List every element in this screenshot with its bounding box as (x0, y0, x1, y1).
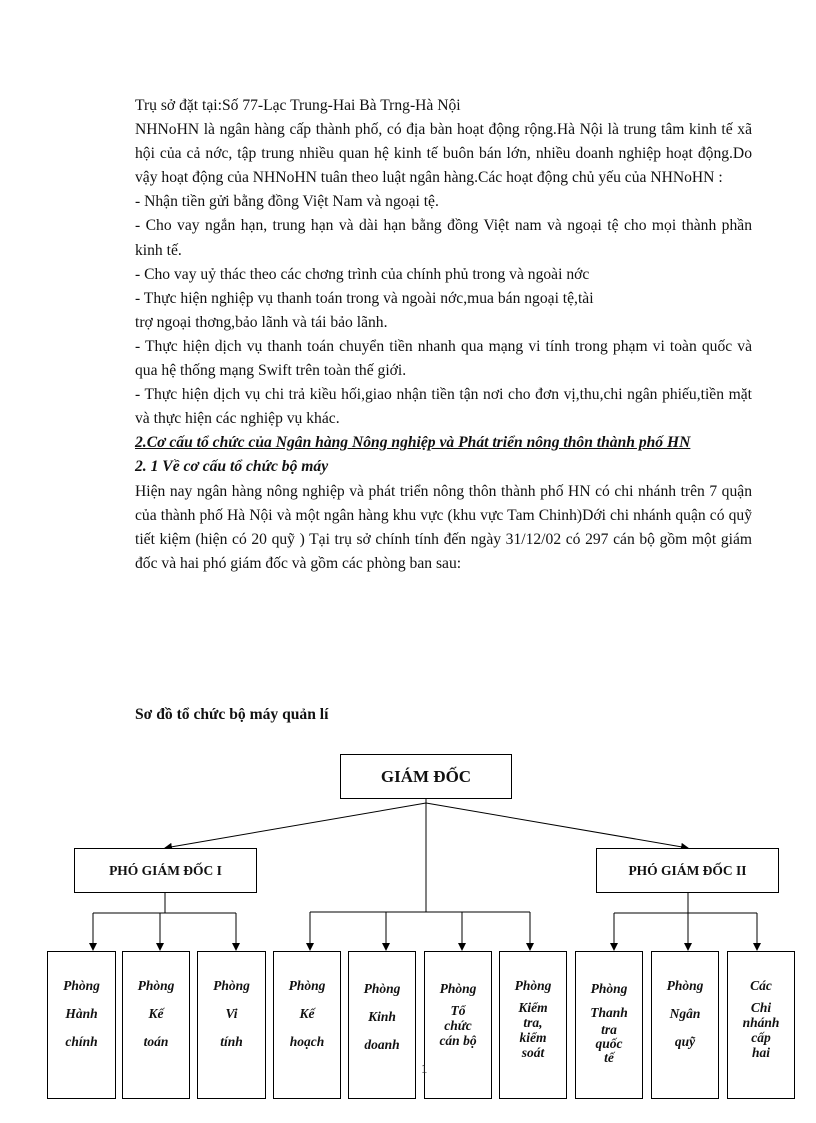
intro-paragraph: NHNoHN là ngân hàng cấp thành phố, có địa bàn hoạt động rộng.Hà Nội là trung tâm kinh tế xã hội của cả nớc, tập trung nhiều quan hệ kinh tế buôn bán lớn, nhiều doanh nghiệp hoạt động.Do vậy hoạt động của NHNoHN tuân theo luật ngân hàng.Các hoạt động chủ yếu của NHNoHN : (135, 121, 752, 187)
dept-inspection-box: Phòng Kiểm tra, kiểm soát (499, 951, 567, 1099)
address-line: Trụ sở đặt tại:Số 77-Lạc Trung-Hai Bà Trng-Hà Nội (135, 97, 461, 114)
deputy-director-2-box: PHÓ GIÁM ĐỐC II (596, 848, 779, 893)
activity-item: - Thực hiện dịch vụ chi trả kiều hối,giao nhận tiền tận nơi cho đơn vị,thu,chi ngân phiếu,tiền mặt và thực hiện các nghiệp vụ khác. (135, 386, 752, 428)
org-chart-title: Sơ đồ tổ chức bộ máy quản lí (135, 706, 329, 723)
dept-treasury-box: Phòng Ngân quỹ (651, 951, 719, 1099)
dept-accounting-box: Phòng Kế toán (122, 951, 190, 1099)
dept-branches-box: Các Chi nhánh cấp hai (727, 951, 795, 1099)
activity-item: trợ ngoại thơng,bảo lãnh và tái bảo lãnh. (135, 313, 388, 331)
dept-it-box: Phòng Vi tính (197, 951, 266, 1099)
dept-administration-box: Phòng Hành chính (47, 951, 116, 1099)
director-box: GIÁM ĐỐC (340, 754, 512, 799)
page-number: 1 (421, 1061, 428, 1076)
dept-personnel-box: Phòng Tổ chức cán bộ (424, 951, 492, 1099)
org-paragraph: Hiện nay ngân hàng nông nghiệp và phát triển nông thôn thành phố HN có chi nhánh trên 7 quận của thành phố Hà Nội và một ngân hàng khu vực (khu vực Tam Chinh)Dới chi nhánh quận có quỹ tiết kiệm (hiện có 20 quỹ ) Tại trụ sở chính tính đến ngày 31/12/02 có 297 cán bộ gồm một giám đốc và hai phó giám đốc và gồm các phòng ban sau: (135, 482, 752, 572)
subsection-heading: 2. 1 Về cơ cấu tổ chức bộ máy (135, 458, 329, 476)
activity-item: - Cho vay ngắn hạn, trung hạn và dài hạn bằng đồng Việt nam và ngoại tệ cho mọi thành phần kinh tế. (135, 217, 752, 259)
dept-business-box: Phòng Kinh doanh (348, 951, 416, 1099)
dept-planning-box: Phòng Kế hoạch (273, 951, 341, 1099)
activity-item: - Nhận tiền gửi bằng đồng Việt Nam và ngoại tệ. (135, 193, 439, 211)
activity-item: - Thực hiện dịch vụ thanh toán chuyển tiền nhanh qua mạng vi tính trong phạm vi toàn quốc và qua hệ thống mạng Swift trên toàn thế giới. (135, 337, 752, 380)
section-heading: 2.Cơ cấu tổ chức của Ngân hàng Nông nghiệp và Phát triển nông thôn thành phố HN (135, 434, 691, 452)
activity-item: - Cho vay uỷ thác theo các chơng trình của chính phủ trong và ngoài nớc (135, 265, 590, 283)
dept-intl-audit-box: Phòng Thanh tra quốc tế (575, 951, 643, 1099)
activity-item: - Thực hiện nghiệp vụ thanh toán trong và ngoài nớc,mua bán ngoại tệ,tài (135, 289, 594, 307)
deputy-director-1-box: PHÓ GIÁM ĐỐC I (74, 848, 257, 893)
